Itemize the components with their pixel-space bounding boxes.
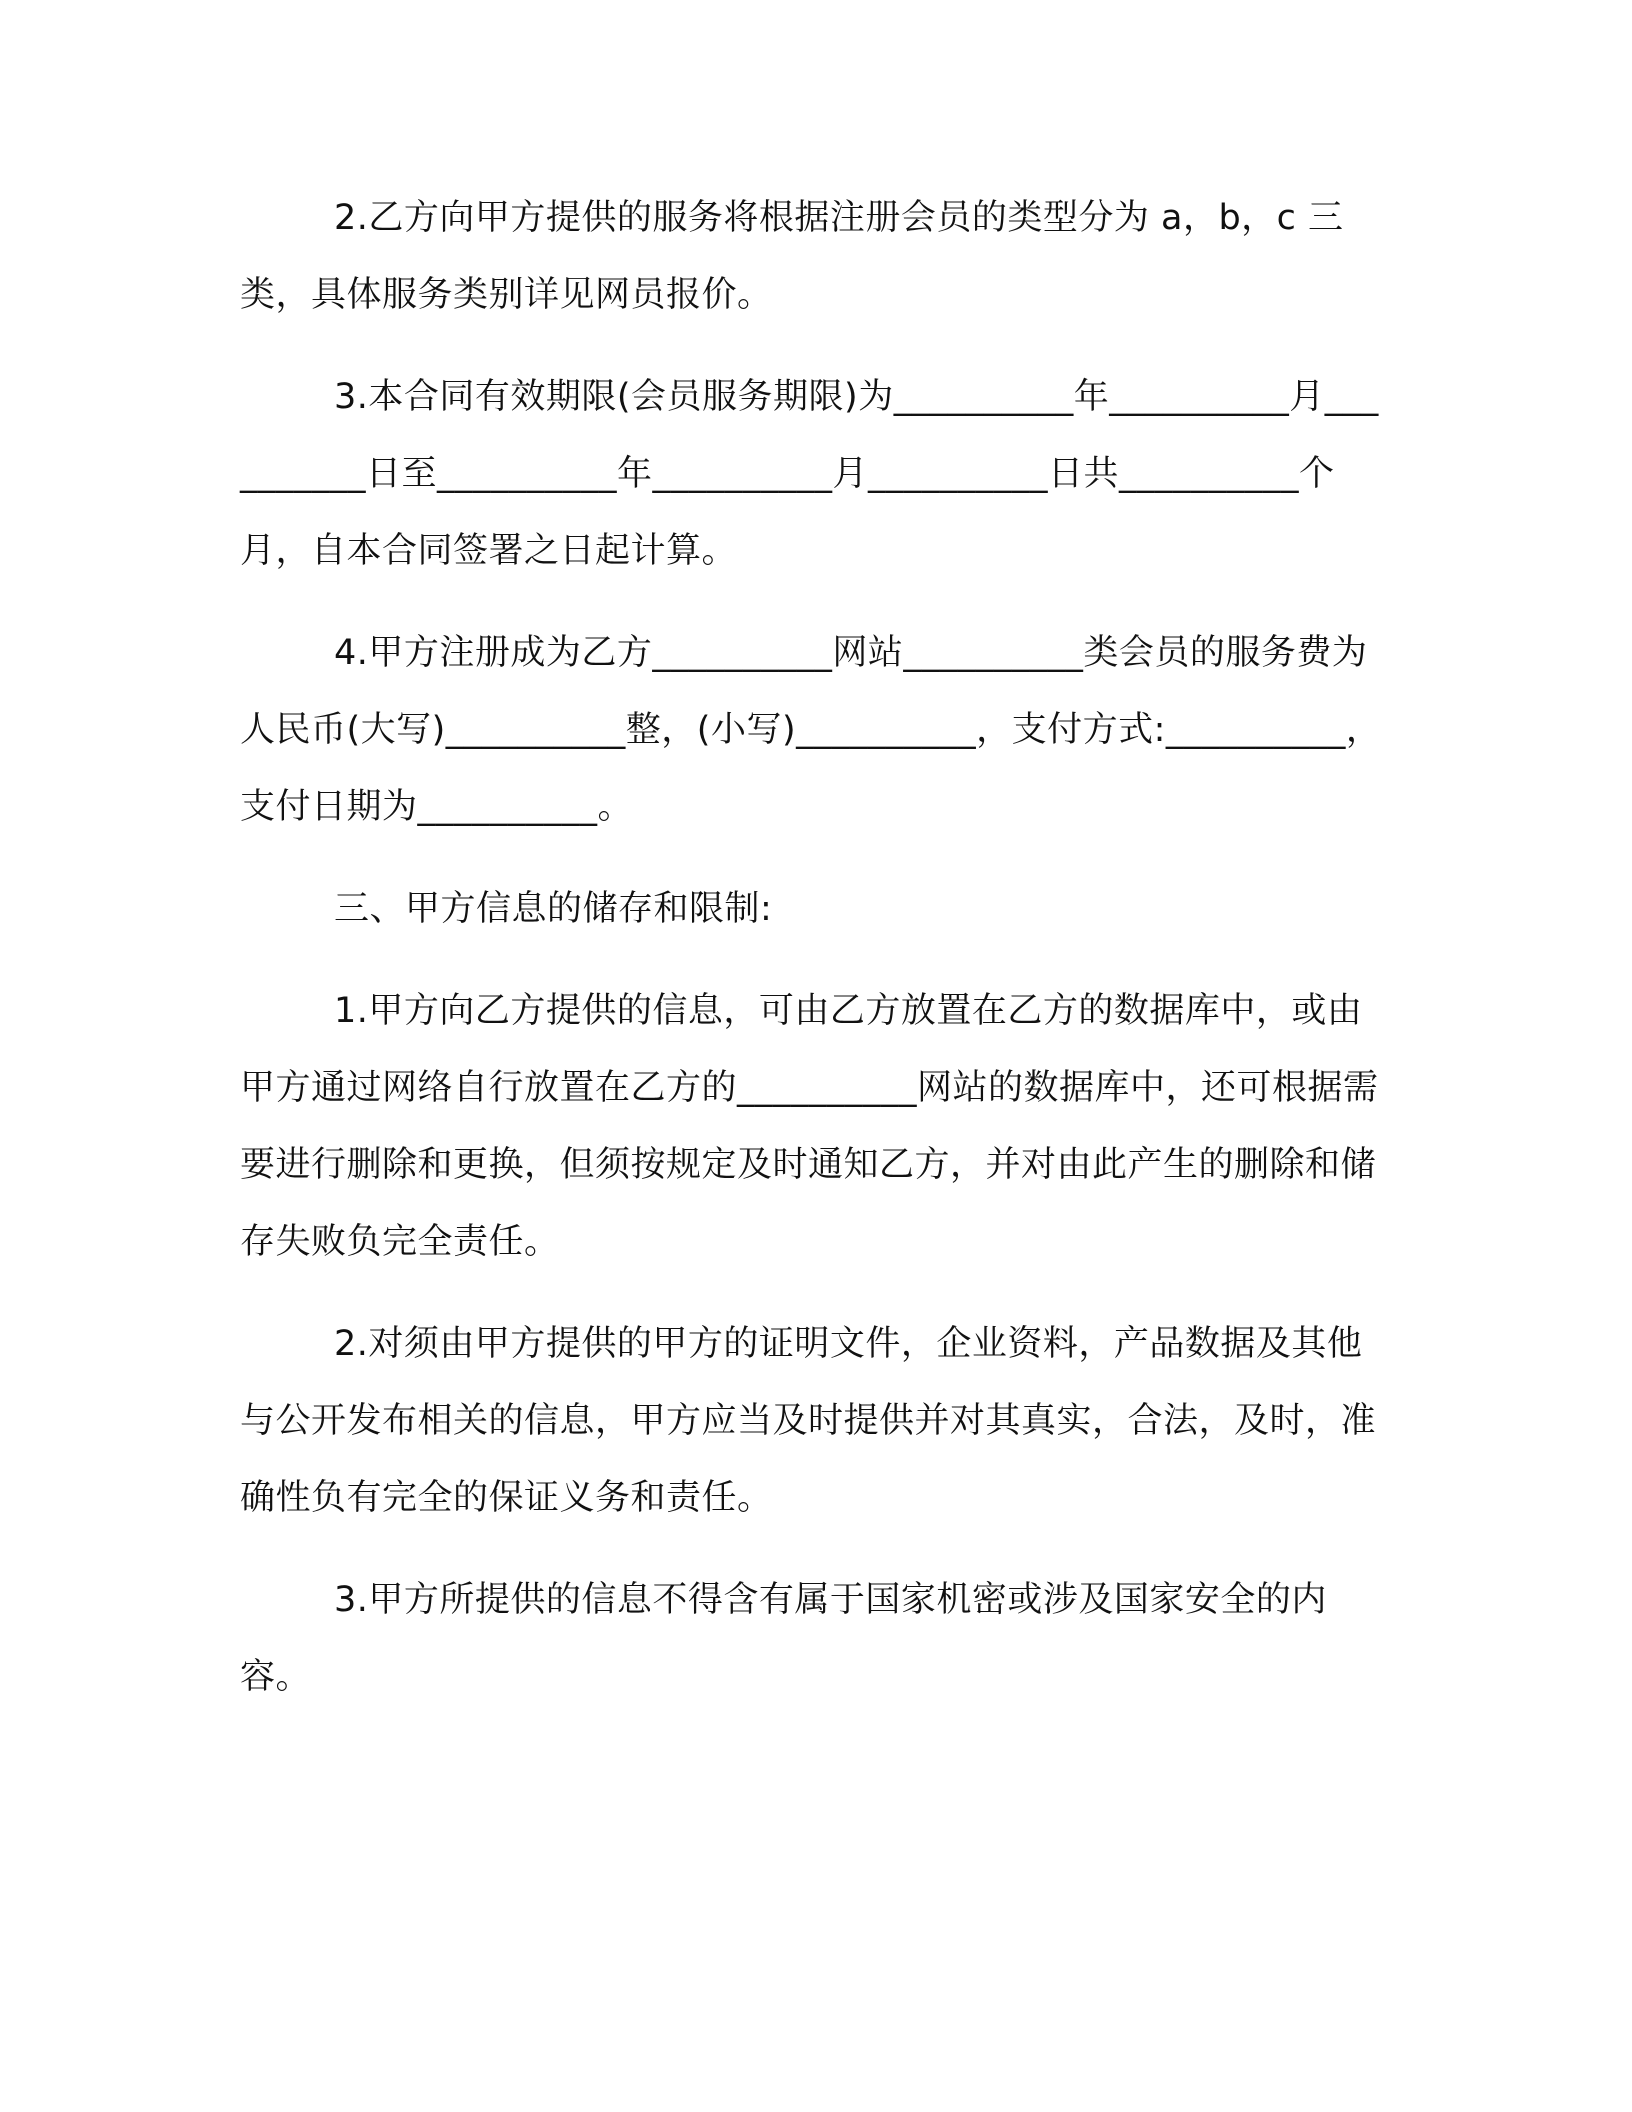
paragraph-service-types: 2.乙方向甲方提供的服务将根据注册会员的类型分为 a，b，c 三类，具体服务类别详见网员报价。: [240, 198, 1344, 315]
paragraph-info-database: 1.甲方向乙方提供的信息，可由乙方放置在乙方的数据库中，或由甲方通过网络自行放置在乙方的__________网站的数据库中，还可根据需要进行删除和更换，但须按规定及时通知乙方，并对由此产生的删除和储存失败负完全责任。: [240, 991, 1379, 1262]
paragraph-service-fee: 4.甲方注册成为乙方__________网站__________类会员的服务费为人民币(大写)__________整，(小写)__________，支付方式:__________，支付日期为__________。: [240, 633, 1382, 827]
paragraph-contract-term: 3.本合同有效期限(会员服务期限)为__________年__________月__________日至__________年__________月__________日共__________个月，自本合同签署之日起计算。: [240, 377, 1379, 571]
document-body: [240, 180, 1390, 1741]
paragraph-proof-documents: 2.对须由甲方提供的甲方的证明文件，企业资料，产品数据及其他与公开发布相关的信息，甲方应当及时提供并对其真实，合法，及时，准确性负有完全的保证义务和责任。: [240, 1324, 1377, 1518]
paragraph-state-secrets: 3.甲方所提供的信息不得含有属于国家机密或涉及国家安全的内容。: [240, 1580, 1327, 1697]
section-heading-info-storage: 三、甲方信息的储存和限制:: [334, 889, 773, 929]
